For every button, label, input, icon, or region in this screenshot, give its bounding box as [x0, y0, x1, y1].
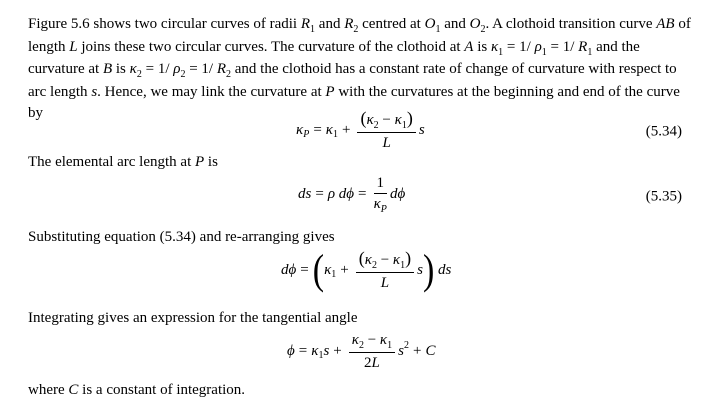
integrated-equation: ϕ = κ 1 s + $\frac{\kappa_2 - \kappa_1}{2L}$ s 2 + C	[287, 332, 436, 371]
where-sentence: where C is a constant of integration.	[28, 382, 246, 398]
substituted-equation: dϕ = ( κ 1 + $\frac{(\kappa_2 - \kappa_1)}{L}$ s ) ds	[281, 246, 452, 293]
substituting-sentence: Substituting equation (5.34) and re-arranging gives	[28, 229, 335, 245]
equation-5-34: κ P = κ 1 + $\frac{(\kappa_2 - \kappa_1)}{L}$ s (5.34)	[296, 108, 682, 151]
integrating-sentence: Integrating gives an expression for the tangential angle	[28, 310, 358, 326]
arclength-sentence: The elemental arc length at P is	[28, 154, 218, 170]
intro-text: Figure 5.6 shows two circular curves of radii $R_1$ and $R_2$ centred at $O_1$ and $O_2$. A clothoid transition curve AB of length L joins these two circular curves. The curvature of the clothoid at A is $\kappa_1 = 1/$ $\rho_1 = 1/$ $R_1$ and the curvature at B is $\kappa_2 = 1/$ $\rho_2 = 1/$ $R_2$ and the clothoid has a constant rate of change of curvature with respect to arc length s. Hence, we may link the curvature at P with the curvatures at the beginning and end of the curve by	[28, 16, 691, 121]
equation-number: (5.34)	[645, 123, 682, 140]
equation-number: (5.35)	[645, 188, 682, 205]
equation-5-35: ds = ρ dϕ = $\frac{1}{\kappa_P}$ dϕ (5.35)	[298, 175, 682, 215]
